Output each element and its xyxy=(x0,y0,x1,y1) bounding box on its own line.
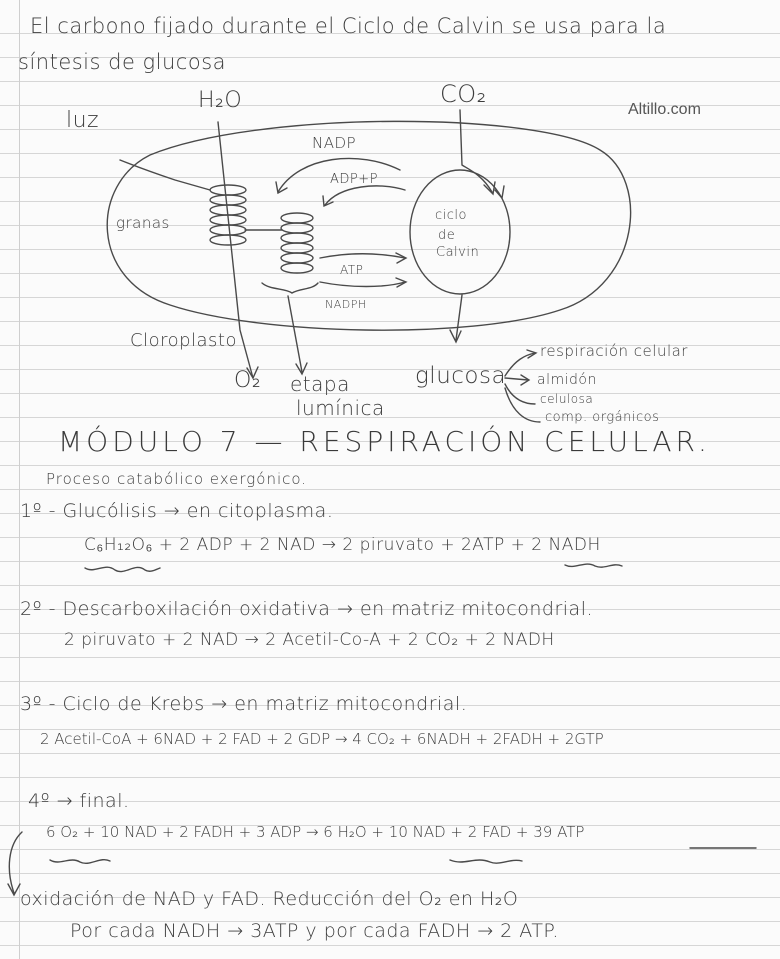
step-3-equation: 2 Acetil-CoA + 6NAD + 2 FAD + 2 GDP → 4 CO₂ + 6NADH + 2FADH + 2GTP xyxy=(40,730,604,748)
label-calvin: Calvin xyxy=(436,245,480,260)
adp-arrow xyxy=(325,186,405,205)
step-2-heading: 2º - Descarboxilación oxidativa → en matriz mitocondrial. xyxy=(20,598,594,620)
step-1-heading: 1º - Glucólisis → en citoplasma. xyxy=(20,500,334,522)
atp-arrow xyxy=(320,254,405,258)
watermark: Altillo.com xyxy=(628,101,701,118)
label-ciclo: ciclo xyxy=(435,208,467,223)
glucosa-use-2: almidón xyxy=(537,372,597,388)
label-adp-p: ADP+P xyxy=(330,172,378,187)
glucosa-use-3: celulosa xyxy=(540,392,594,406)
label-granas: granas xyxy=(116,214,170,232)
label-de: de xyxy=(438,228,456,243)
glucosa-use-4: comp. orgánicos xyxy=(545,410,660,425)
conclusion-line-1: oxidación de NAD y FAD. Reducción del O₂ en H₂O xyxy=(20,888,519,910)
step-2-equation: 2 piruvato + 2 NAD → 2 Acetil-Co-A + 2 CO₂ + 2 NADH xyxy=(64,630,555,650)
module-title: MÓDULO 7 — RESPIRACIÓN CELULAR. xyxy=(58,425,711,458)
label-o2: O₂ xyxy=(234,368,262,393)
label-luz: luz xyxy=(66,108,100,133)
header-line-2: síntesis de glucosa xyxy=(18,50,227,74)
label-luminica: lumínica xyxy=(296,396,385,420)
conclusion-line-2: Por cada NADH → 3ATP y por cada FADH → 2 ATP. xyxy=(70,920,559,942)
label-h2o: H₂O xyxy=(198,88,243,113)
label-glucosa: glucosa xyxy=(415,363,507,389)
glucosa-use-1: respiración celular xyxy=(540,342,688,360)
luz-arrow xyxy=(120,160,210,190)
label-cloroplasto: Cloroplasto xyxy=(130,330,238,351)
step-1-equation: C₆H₁₂O₆ + 2 ADP + 2 NAD → 2 piruvato + 2ATP + 2 NADH xyxy=(84,535,601,555)
glucosa-arrow xyxy=(456,295,462,340)
step-4-heading: 4º → final. xyxy=(28,790,130,812)
step-4-equation: 6 O₂ + 10 NAD + 2 FADH + 3 ADP → 6 H₂O + 10 NAD + 2 FAD + 39 ATP xyxy=(46,823,585,841)
nadph-arrow xyxy=(320,282,405,287)
granum-stack-left xyxy=(210,185,246,245)
label-nadp: NADP xyxy=(312,134,357,152)
step-3-heading: 3º - Ciclo de Krebs → en matriz mitocondrial. xyxy=(20,693,468,715)
label-atp-diagram: ATP xyxy=(340,263,364,277)
header-line-1: El carbono fijado durante el Ciclo de Calvin se usa para la xyxy=(30,14,667,38)
calvin-cycle xyxy=(410,170,510,294)
label-nadph: NADPH xyxy=(325,298,367,311)
subtitle: Proceso catabólico exergónico. xyxy=(46,470,308,488)
label-co2: CO₂ xyxy=(440,80,487,108)
granum-stack-right xyxy=(281,213,313,273)
chloroplast-outline xyxy=(107,121,630,330)
brace xyxy=(262,283,318,293)
label-etapa: etapa xyxy=(290,372,350,396)
